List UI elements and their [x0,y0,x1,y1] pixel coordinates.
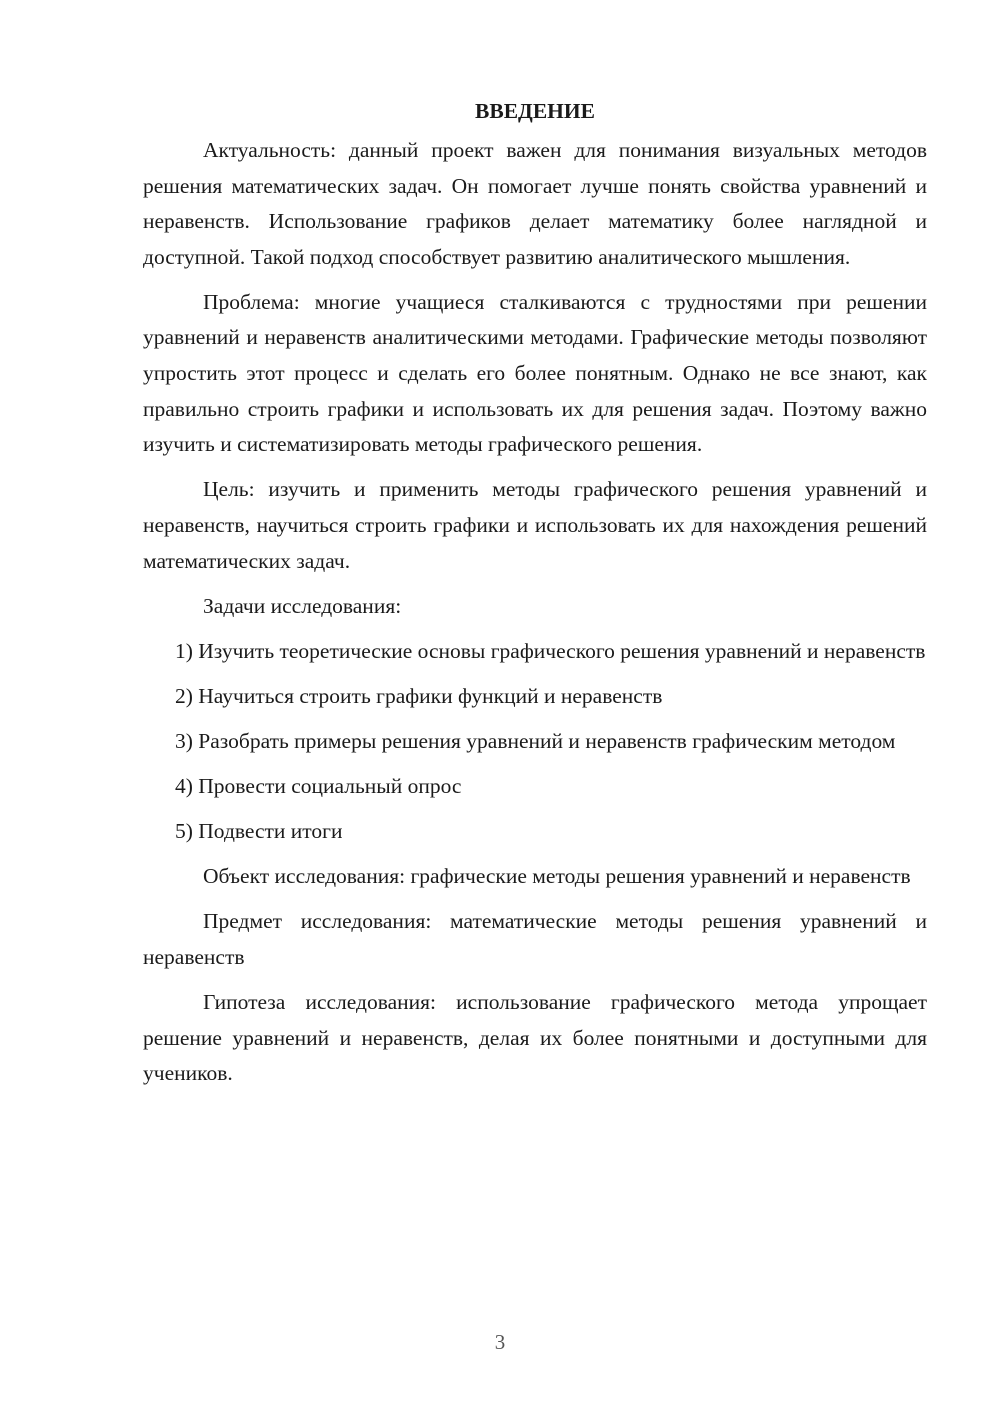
task-item-3: 3) Разобрать примеры решения уравнений и неравенств графическим методом [175,728,896,753]
object-paragraph: Объект исследования: графические методы решения уравнений и неравенств [203,864,911,889]
page-number: 3 [494,1330,506,1354]
task-item-2: 2) Научиться строить графики функций и неравенств [175,683,663,708]
goal-paragraph: Цель: изучить и применить методы графического решения уравнений и неравенств, научиться строить графики и использовать их для нахождения решений математических задач. [143,477,927,573]
task-item-5: 5) Подвести итоги [175,819,343,844]
document-body [143,93,927,1092]
subject-paragraph: Предмет исследования: математические методы решения уравнений и неравенств [143,909,927,969]
relevance-paragraph: Актуальность: данный проект важен для понимания визуальных методов решения математических задач. Он помогает лучше понять свойства уравнений и неравенств. Использование графиков делает математику более наглядной и доступной. Такой подход способствует развитию аналитического мышления. [143,138,927,269]
task-item-1: 1) Изучить теоретические основы графического решения уравнений и неравенств [175,638,926,663]
tasks-title: Задачи исследования: [203,593,402,618]
problem-paragraph: Проблема: многие учащиеся сталкиваются с трудностями при решении уравнений и неравенств аналитическими методами. Графические методы позволяют упростить этот процесс и сделать его более понятным. Однако не все знают, как правильно строить графики и использовать их для решения задач. Поэтому важно изучить и систематизировать методы графического решения. [143,289,927,457]
hypothesis-paragraph: Гипотеза исследования: использование графического метода упрощает решение уравнений и неравенств, делая их более понятными и доступными для учеников. [143,989,927,1086]
section-heading: ВВЕДЕНИЕ [475,99,595,123]
task-item-4: 4) Провести социальный опрос [175,774,462,798]
